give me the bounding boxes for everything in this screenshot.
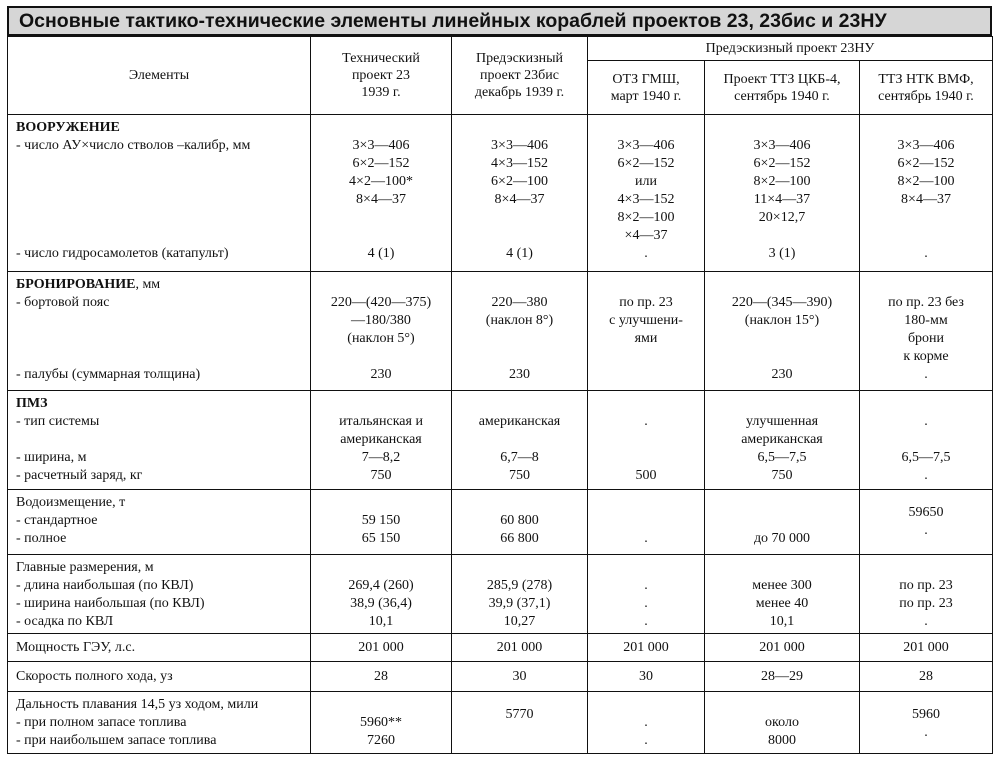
speed-label: Скорость полного хода, уз (8, 662, 311, 692)
speed-col1: 28 (311, 662, 452, 692)
armor-col3: по пр. 23 с улучшени- ями (588, 272, 705, 391)
range-col4: около 8000 (705, 692, 860, 754)
table-title: Основные тактико-технические элементы линейных кораблей проектов 23, 23бис и 23НУ (7, 6, 992, 36)
power-label: Мощность ГЭУ, л.с. (8, 634, 311, 662)
armament-col1: 3×3—406 6×2—152 4×2—100* 8×4—37 4 (1) (311, 115, 452, 272)
armament-labels: ВООРУЖЕНИЕ - число АУ×число стволов –калибр, мм - число гидросамолетов (катапульт) (8, 115, 311, 272)
power-col1: 201 000 (311, 634, 452, 662)
armament-col2: 3×3—406 4×3—152 6×2—100 8×4—37 4 (1) (452, 115, 588, 272)
armor-col4: 220—(345—390) (наклон 15°) 230 (705, 272, 860, 391)
dimensions-labels: Главные размерения, м - длина наибольшая (по КВЛ) - ширина наибольшая (по КВЛ) - осадка по КВЛ (8, 555, 311, 634)
section-displacement (8, 490, 993, 555)
header-group-23nu: Предэскизный проект 23НУ (588, 37, 993, 61)
section-dimensions (8, 555, 993, 634)
header-col-ttz-ntk: ТТЗ НТК ВМФ, сентябрь 1940 г. (860, 61, 993, 115)
section-range (8, 692, 993, 754)
displacement-col4: до 70 000 (705, 490, 860, 555)
armament-col5: 3×3—406 6×2—152 8×2—100 8×4—37 . (860, 115, 993, 272)
dimensions-col2: 285,9 (278) 39,9 (37,1) 10,27 (452, 555, 588, 634)
range-col5: 5960 . (860, 692, 993, 754)
displacement-col1: 59 150 65 150 (311, 490, 452, 555)
displacement-col3: . (588, 490, 705, 555)
header-col-project-23bis: Предэскизный проект 23бис декабрь 1939 г. (452, 37, 588, 115)
pmz-col1: итальянская и американская 7—8,2 750 (311, 391, 452, 490)
header-col-ttz-tskb4: Проект ТТЗ ЦКБ-4, сентябрь 1940 г. (705, 61, 860, 115)
dimensions-col3: . . . (588, 555, 705, 634)
dimensions-col1: 269,4 (260) 38,9 (36,4) 10,1 (311, 555, 452, 634)
power-col4: 201 000 (705, 634, 860, 662)
range-col1: 5960** 7260 (311, 692, 452, 754)
header-elements: Элементы (8, 37, 311, 115)
speed-col5: 28 (860, 662, 993, 692)
header-col-otz-gmsh: ОТЗ ГМШ, март 1940 г. (588, 61, 705, 115)
power-col2: 201 000 (452, 634, 588, 662)
armor-col2: 220—380 (наклон 8°) 230 (452, 272, 588, 391)
power-col5: 201 000 (860, 634, 993, 662)
speed-col3: 30 (588, 662, 705, 692)
armor-col1: 220—(420—375) —180/380 (наклон 5°) 230 (311, 272, 452, 391)
section-armament (8, 115, 993, 272)
displacement-col5: 59650 . (860, 490, 993, 555)
range-labels: Дальность плавания 14,5 уз ходом, мили - при полном запасе топлива - при наибольшем запасе топлива (8, 692, 311, 754)
speed-col2: 30 (452, 662, 588, 692)
range-col2: 5770 (452, 692, 588, 754)
armor-labels: БРОНИРОВАНИЕ, мм - бортовой пояс - палубы (суммарная толщина) (8, 272, 311, 391)
pmz-col2: американская 6,7—8 750 (452, 391, 588, 490)
dimensions-col5: по пр. 23 по пр. 23 . (860, 555, 993, 634)
section-armor (8, 272, 993, 391)
armor-col5: по пр. 23 без 180-мм брони к корме . (860, 272, 993, 391)
power-col3: 201 000 (588, 634, 705, 662)
dimensions-col4: менее 300 менее 40 10,1 (705, 555, 860, 634)
armament-col3: 3×3—406 6×2—152 или 4×3—152 8×2—100 ×4—37 . (588, 115, 705, 272)
speed-col4: 28—29 (705, 662, 860, 692)
pmz-col3: . 500 (588, 391, 705, 490)
section-speed (8, 662, 993, 692)
section-power (8, 634, 993, 662)
displacement-labels: Водоизмещение, т - стандартное - полное (8, 490, 311, 555)
displacement-col2: 60 800 66 800 (452, 490, 588, 555)
armament-col4: 3×3—406 6×2—152 8×2—100 11×4—37 20×12,7 3 (1) (705, 115, 860, 272)
section-pmz (8, 391, 993, 490)
header-col-project-23: Технический проект 23 1939 г. (311, 37, 452, 115)
range-col3: . . (588, 692, 705, 754)
pmz-col4: улучшенная американская 6,5—7,5 750 (705, 391, 860, 490)
pmz-col5: . 6,5—7,5 . (860, 391, 993, 490)
specs-table (7, 36, 993, 754)
pmz-labels: ПМЗ - тип системы - ширина, м - расчетный заряд, кг (8, 391, 311, 490)
